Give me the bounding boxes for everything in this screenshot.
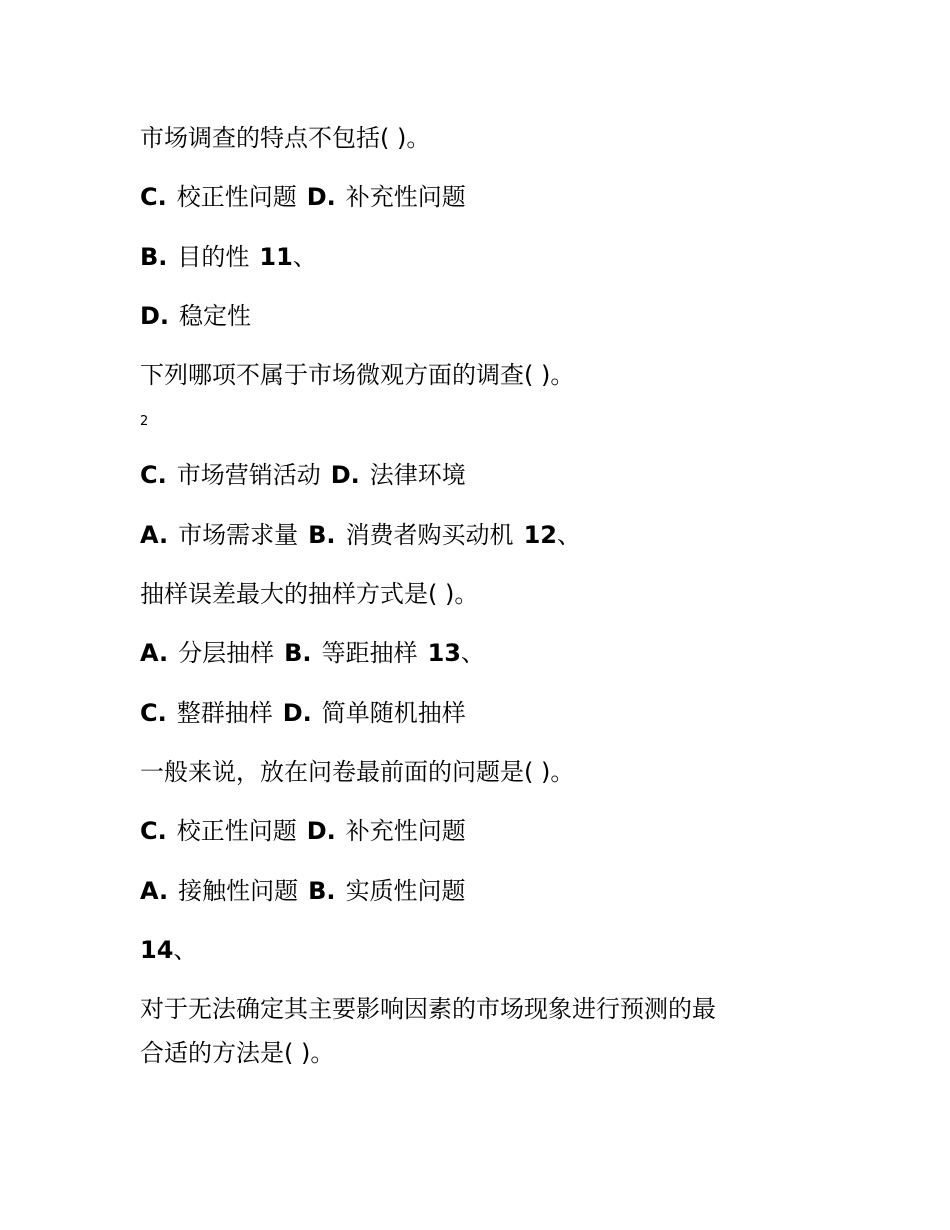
- options-line-ab: [140, 637, 485, 669]
- option-a-label: A.: [140, 639, 169, 667]
- option-d-text: 法律环境: [369, 461, 466, 489]
- option-d-text: 补充性问题: [345, 817, 466, 845]
- options-line-cd: [140, 459, 466, 491]
- question-number: 11: [259, 243, 293, 271]
- question-questionnaire: [140, 756, 574, 788]
- question-text: 下列哪项不属于市场微观方面的调查( )。: [140, 361, 575, 389]
- question-number-separator: 、: [292, 243, 317, 271]
- option-b-text: 消费者购买动机: [345, 521, 514, 549]
- page-number: 2: [140, 414, 149, 429]
- option-c-text: 校正性问题: [176, 183, 297, 211]
- option-d-text: 简单随机抽样: [321, 699, 466, 727]
- question-number-line: [140, 934, 197, 966]
- option-b-text: 目的性: [177, 243, 250, 271]
- option-c-label: C.: [140, 699, 167, 727]
- option-a-text: 市场需求量: [178, 521, 299, 549]
- question-forecast-line-1: [140, 993, 716, 1025]
- options-line-cd: [140, 697, 466, 729]
- question-sampling: [140, 578, 478, 610]
- option-a-text: 接触性问题: [178, 877, 299, 905]
- option-a-label: A.: [140, 877, 169, 905]
- option-b-label: B.: [140, 243, 168, 271]
- question-number: 13: [427, 639, 461, 667]
- option-d-label: D.: [330, 461, 360, 489]
- options-line-d: [140, 300, 251, 332]
- option-b-label: B.: [284, 639, 312, 667]
- option-b-label: B.: [308, 521, 336, 549]
- question-text: 市场调查的特点不包括( )。: [140, 124, 431, 152]
- option-b-text: 实质性问题: [345, 877, 466, 905]
- question-text: 对于无法确定其主要影响因素的市场现象进行预测的最: [140, 995, 716, 1023]
- question-number-separator: 、: [460, 639, 485, 667]
- options-line-ab: [140, 519, 581, 551]
- question-micro-survey: [140, 359, 574, 391]
- option-c-label: C.: [140, 817, 167, 845]
- question-number-separator: 、: [556, 521, 581, 549]
- question-forecast-line-2: [140, 1037, 334, 1069]
- option-c-label: C.: [140, 461, 167, 489]
- question-text: 合适的方法是( )。: [140, 1039, 335, 1067]
- question-market-survey: [140, 122, 430, 154]
- options-line-ab: [140, 875, 466, 907]
- option-d-label: D.: [306, 183, 336, 211]
- question-number: 12: [523, 521, 557, 549]
- question-text: 一般来说，放在问卷最前面的问题是( )。: [140, 758, 575, 786]
- options-line-b: [140, 241, 317, 273]
- option-b-text: 等距抽样: [321, 639, 418, 667]
- option-b-label: B.: [308, 877, 336, 905]
- option-d-text: 稳定性: [179, 302, 252, 330]
- question-number-separator: 、: [173, 936, 198, 964]
- option-d-text: 补充性问题: [345, 183, 466, 211]
- options-line-cd: [140, 181, 466, 213]
- option-c-label: C.: [140, 183, 167, 211]
- option-d-label: D.: [306, 817, 336, 845]
- question-text: 抽样误差最大的抽样方式是( )。: [140, 580, 479, 608]
- option-c-text: 校正性问题: [176, 817, 297, 845]
- option-a-label: A.: [140, 521, 169, 549]
- option-d-label: D.: [140, 302, 170, 330]
- option-c-text: 整群抽样: [176, 699, 273, 727]
- options-line-cd: [140, 815, 466, 847]
- question-number: 14: [140, 936, 174, 964]
- option-c-text: 市场营销活动: [176, 461, 321, 489]
- option-d-label: D.: [282, 699, 312, 727]
- option-a-text: 分层抽样: [178, 639, 275, 667]
